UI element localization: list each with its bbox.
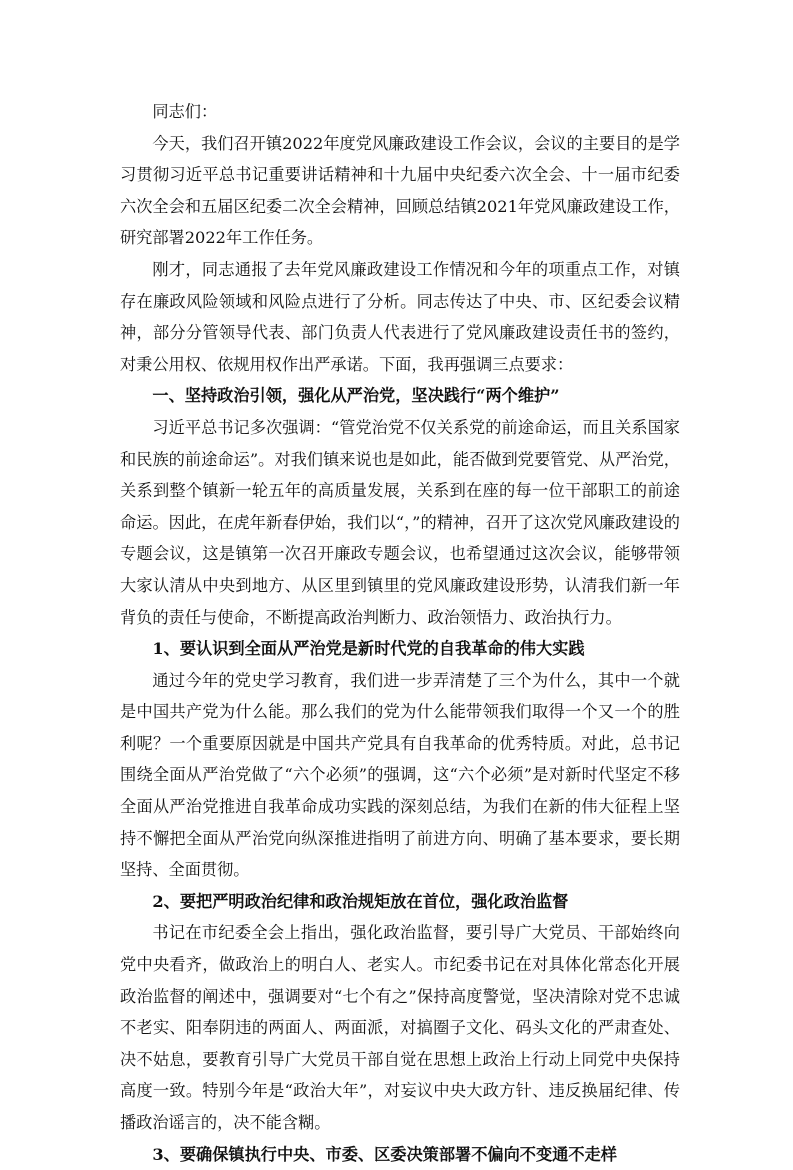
document-page <box>120 96 680 1170</box>
subheading-3: 3、要确保镇执行中央、市委、区委决策部署不偏向不变通不走样 <box>152 1144 617 1164</box>
paragraph-subsection-1: 通过今年的党史学习教育，我们进一步弄清楚了三个为什么，其中一个就是中国共产党为什么能。那么我们的党为什么能带领我们取得一个又一个的胜利呢？一个重要原因就是中国共产党具有自我革命的优秀特质。对此，总书记围绕全面从严治党做了“六个必须”的强调，这“六个必须”是对新时代坚定不移全面从严治党推进自我革命成功实践的深刻总结，为我们在新的伟大征程上坚持不懈把全面从严治党向纵深推进指明了前进方向、明确了基本要求，要长期坚持、全面贯彻。 <box>120 670 680 880</box>
salutation: 同志们： <box>152 102 218 121</box>
paragraph-subsection-2: 书记在市纪委全会上指出，强化政治监督，要引导广大党员、干部始终向党中央看齐，做政治上的明白人、老实人。市纪委书记在对具体化常态化开展政治监督的阐述中，强调要对“七个有之”保持高度警觉，坚决清除对党不忠诚不老实、阳奉阴违的两面人、两面派，对搞圈子文化、码头文化的严肃查处、决不姑息，要教育引导广大党员干部自觉在思想上政治上行动上同党中央保持高度一致。特别今年是“政治大年”，对妄议中央大政方针、违反换届纪律、传播政治谣言的，决不能含糊。 <box>120 923 680 1132</box>
section-heading-1: 一、坚持政治引领，强化从严治党，坚决践行“两个维护” <box>152 386 560 406</box>
subheading-1: 1、要认识到全面从严治党是新时代党的自我革命的伟大实践 <box>152 639 585 659</box>
paragraph-intro: 今天，我们召开镇2022年度党风廉政建设工作会议，会议的主要目的是学习贯彻习近平总书记重要讲话精神和十九届中央纪委六次全会、十一届市纪委六次全会和五届区纪委二次全会精神，回顾总结镇2021年党风廉政建设工作，研究部署2022年工作任务。 <box>120 133 680 248</box>
subheading-2: 2、要把严明政治纪律和政治规矩放在首位，强化政治监督 <box>152 891 569 911</box>
paragraph-section-1: 习近平总书记多次强调：“管党治党不仅关系党的前途命运，而且关系国家和民族的前途命运”。对我们镇来说也是如此，能否做到党要管党、从严治党，关系到整个镇新一轮五年的高质量发展，关系到在座的每一位干部职工的前途命运。因此，在虎年新春伊始，我们以“，”的精神，召开了这次党风廉政建设的专题会议，这是镇第一次召开廉政专题会议，也希望通过这次会议，能够带领大家认清从中央到地方、从区里到镇里的党风廉政建设形势，认清我们新一年背负的责任与使命，不断提高政治判断力、政治领悟力、政治执行力。 <box>120 417 680 627</box>
paragraph-review: 刚才，同志通报了去年党风廉政建设工作情况和今年的项重点工作，对镇存在廉政风险领域和风险点进行了分析。同志传达了中央、市、区纪委会议精神，部分分管领导代表、部门负责人代表进行了党风廉政建设责任书的签约，对秉公用权、依规用权作出严承诺。下面，我再强调三点要求： <box>120 259 680 374</box>
